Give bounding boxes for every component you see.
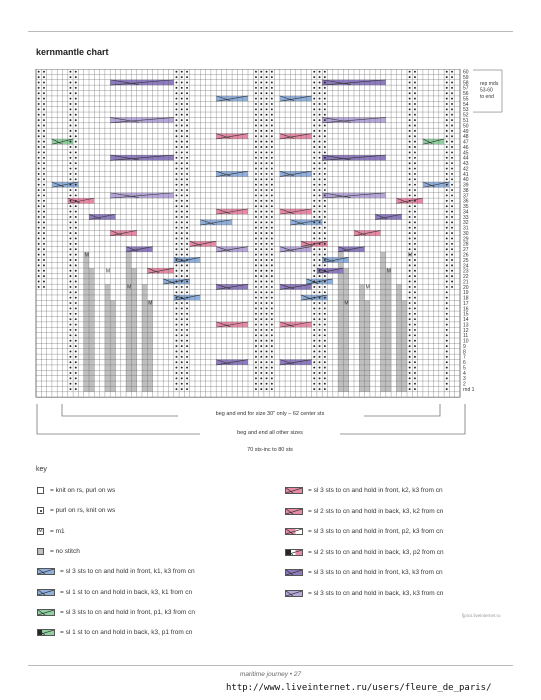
row-label: 36 xyxy=(463,198,469,205)
row-label: 5 xyxy=(463,365,466,372)
row-label: 43 xyxy=(463,161,469,168)
key-item xyxy=(285,487,443,494)
row-label: 58 xyxy=(463,80,469,87)
key-title: key xyxy=(36,466,47,473)
top-rule xyxy=(28,31,513,32)
row-label: 60 xyxy=(463,69,469,76)
row-label: 34 xyxy=(463,209,469,216)
row-label: 30 xyxy=(463,230,469,237)
row-label: 29 xyxy=(463,236,469,243)
row-label: 2 xyxy=(463,381,466,388)
blue-cable-back-icon xyxy=(37,589,55,596)
key-item xyxy=(37,487,115,494)
key-item xyxy=(285,590,443,597)
row-label: 21 xyxy=(463,279,469,286)
key-item-text: = sl 3 sts to cn and hold in back, k3, k3 from cn xyxy=(308,589,444,597)
row-label: 11 xyxy=(463,333,469,340)
key-item xyxy=(37,589,192,596)
row-label: 25 xyxy=(463,257,469,264)
key-item xyxy=(37,568,195,575)
key-item xyxy=(285,508,443,515)
row-label: 35 xyxy=(463,204,469,211)
row-label: 46 xyxy=(463,144,469,151)
key-item-text: = sl 2 sts to cn and hold in back, k3, k2 from cn xyxy=(308,507,444,515)
purple-cable-back-icon xyxy=(285,590,303,597)
row-label: 49 xyxy=(463,128,469,135)
row-label: 37 xyxy=(463,193,469,200)
row-label: 44 xyxy=(463,155,469,162)
row-label: 45 xyxy=(463,150,469,157)
row-label: 4 xyxy=(463,370,466,377)
row-label: 16 xyxy=(463,306,469,313)
m1-mark: M xyxy=(386,268,391,275)
row-label: 12 xyxy=(463,327,469,334)
row-label: 9 xyxy=(463,343,466,350)
row-label: 6 xyxy=(463,360,466,367)
key-item-text: = sl 3 sts to cn and hold in front, p1, k3 from cn xyxy=(60,608,195,616)
row-label: 51 xyxy=(463,118,469,124)
key-item-text: = sl 1 st to cn and hold in back, k3, k1 from cn xyxy=(60,588,193,596)
key-item xyxy=(37,507,115,514)
dot-square xyxy=(37,507,44,514)
source-url: http://www.liveinternet.ru/users/fleure_de_paris/ xyxy=(226,683,492,693)
row-label: 40 xyxy=(463,177,469,184)
row-label: 17 xyxy=(463,300,469,307)
m1-mark: M xyxy=(105,268,111,275)
row-label: 39 xyxy=(463,182,469,189)
key-item-text: = knit on rs, purl on ws xyxy=(50,487,116,494)
green-cable-back-icon xyxy=(37,629,55,636)
bottom-rule xyxy=(28,665,513,666)
key-item xyxy=(37,528,65,535)
row-label: 22 xyxy=(463,274,469,281)
row-label: 47 xyxy=(463,139,469,146)
key-item-text: = no stitch xyxy=(50,547,80,555)
row-label: 48 xyxy=(463,134,469,141)
gray-square xyxy=(37,548,44,555)
row-label: 42 xyxy=(463,166,469,173)
row-label: 24 xyxy=(463,263,469,270)
blue-cable-icon xyxy=(37,568,55,575)
row-label: 19 xyxy=(463,290,469,297)
empty-square xyxy=(37,487,44,494)
row-label: 32 xyxy=(463,220,469,227)
row-label: 15 xyxy=(463,311,469,318)
kernmantle-chart xyxy=(35,69,505,399)
page-footer: maritime journey • 27 xyxy=(239,671,302,678)
pink-cable-back-icon xyxy=(285,508,303,515)
row-label: 8 xyxy=(463,349,466,356)
row-label: 13 xyxy=(463,322,469,329)
rep-note-line: to end xyxy=(480,94,494,100)
row-label: 27 xyxy=(463,247,469,254)
row-label: 14 xyxy=(463,317,469,324)
row-label: 53 xyxy=(463,107,469,114)
key-item-text: = sl 3 sts to cn and hold in front, k1, k3 from cn xyxy=(60,568,195,576)
chart-grid xyxy=(35,69,505,399)
key-item-text: = sl 2 sts to cn and hold in back, k3, p2 from cn xyxy=(308,548,444,556)
key-item-text: = m1 xyxy=(50,527,65,535)
row-label: 56 xyxy=(463,91,469,98)
bracket-sts-label: 70 sts-inc to 80 sts xyxy=(247,447,293,453)
key-item xyxy=(285,549,444,556)
key-item-text: = sl 3 sts to cn and hold in front, k2, k3 from cn xyxy=(308,487,443,494)
side-stamp: fjpics.liveinternet.ru xyxy=(462,613,501,618)
row-label: 59 xyxy=(463,74,469,81)
pink-purl-back-icon xyxy=(285,549,303,556)
green-cable-icon xyxy=(37,609,55,616)
row-label: 26 xyxy=(463,252,469,259)
row-label: 55 xyxy=(463,96,469,103)
row-label: 50 xyxy=(463,123,469,130)
key-item-text: = sl 1 st to cn and hold in back, k3, p1 from cn xyxy=(60,629,193,637)
row-label: 38 xyxy=(463,187,469,194)
m1-mark: M xyxy=(84,252,89,259)
row-label: 54 xyxy=(463,101,469,108)
purple-cable-icon xyxy=(285,569,303,576)
row-label: 52 xyxy=(463,112,469,119)
page-title: kernmantle chart xyxy=(36,47,109,57)
row-label: 7 xyxy=(463,354,466,361)
key-item xyxy=(37,609,195,616)
key-item xyxy=(285,569,443,576)
row-label: rnd 1 xyxy=(463,387,475,393)
row-label: 33 xyxy=(463,214,469,221)
row-label: 31 xyxy=(463,225,469,232)
bracket-size30-label: beg and end for size 30" only – 62 center sts xyxy=(215,411,325,417)
key-item-text: = sl 3 sts to cn and hold in front, p2, k3 from cn xyxy=(308,528,443,535)
key-item-text: = sl 3 sts to cn and hold in front, k3, k3 from cn xyxy=(308,569,443,576)
row-label: 20 xyxy=(463,284,469,291)
key-item xyxy=(37,629,192,636)
row-label: 57 xyxy=(463,85,469,92)
key-item-text: = purl on rs, knit on ws xyxy=(50,507,116,515)
m1-mark: M xyxy=(127,284,132,291)
pink-purl-cable-icon xyxy=(285,528,303,535)
m1-mark: M xyxy=(148,300,153,307)
rep-note-line: rep rnds xyxy=(480,81,499,87)
row-label: 23 xyxy=(463,268,469,275)
m-square: M xyxy=(38,527,43,534)
key-item xyxy=(37,548,80,555)
bracket-other-label: beg and end all other sizes xyxy=(237,430,303,436)
m1-mark: M xyxy=(408,252,413,259)
pink-cable-icon xyxy=(285,487,303,494)
key-item xyxy=(285,528,443,535)
m1-mark: M xyxy=(365,284,370,291)
row-label: 3 xyxy=(463,376,466,383)
row-label: 10 xyxy=(463,338,469,345)
m1-mark: M xyxy=(344,300,349,307)
row-label: 18 xyxy=(463,295,469,302)
row-label: 28 xyxy=(463,241,469,248)
row-label: 41 xyxy=(463,171,469,178)
rep-note-line: 53-60 xyxy=(480,87,493,94)
